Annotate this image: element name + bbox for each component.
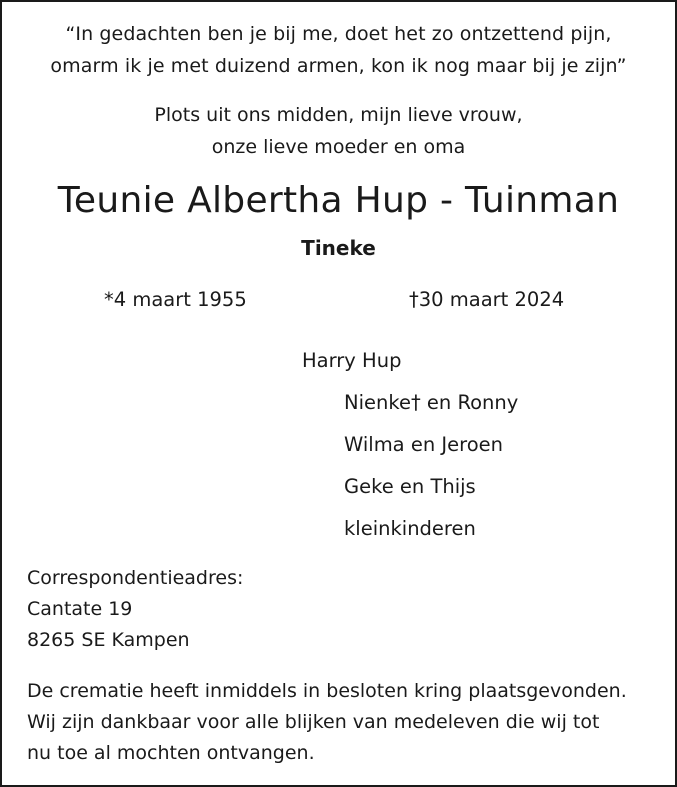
address-label: Correspondentieadres:: [27, 567, 244, 589]
address-city: 8265 SE Kampen: [27, 629, 190, 651]
intro-line-1: Plots uit ons midden, mijn lieve vrouw,: [154, 104, 523, 126]
deceased-name: Teunie Albertha Hup - Tuinman: [57, 180, 620, 221]
quote-line-1: “In gedachten ben je bij me, doet het zo ontzettend pijn,: [65, 23, 612, 45]
quote-line-2: omarm ik je met duizend armen, kon ik nog maar bij je zijn”: [50, 55, 627, 77]
closing-line-1: De crematie heeft inmiddels in besloten kring plaatsgevonden.: [27, 680, 627, 702]
family-member: Nienke† en Ronny: [344, 391, 519, 414]
spouse-name: Harry Hup: [302, 349, 402, 372]
family-member: Geke en Thijs: [344, 475, 476, 498]
family-member: Wilma en Jeroen: [344, 433, 504, 456]
deceased-nickname: Tineke: [301, 236, 376, 260]
death-date: †30 maart 2024: [409, 288, 565, 311]
closing-line-3: nu toe al mochten ontvangen.: [27, 742, 315, 764]
intro-line-2: onze lieve moeder en oma: [211, 136, 466, 158]
family-member: kleinkinderen: [344, 517, 476, 540]
closing-line-2: Wij zijn dankbaar voor alle blijken van medeleven die wij tot: [27, 711, 600, 733]
address-street: Cantate 19: [27, 598, 133, 620]
birth-date: *4 maart 1955: [104, 288, 247, 311]
